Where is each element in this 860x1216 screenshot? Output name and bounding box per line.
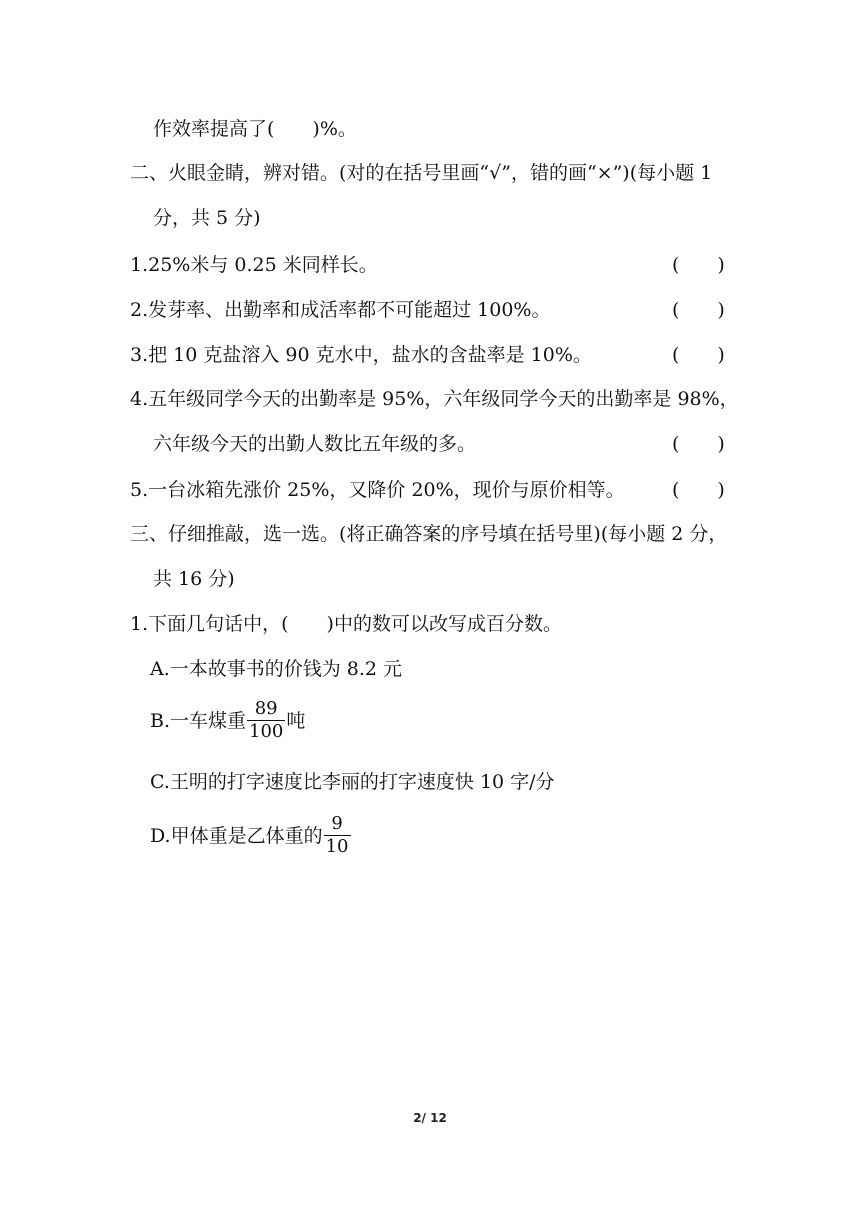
answer-bracket-1: ( ) (672, 254, 725, 276)
true-false-question-2: 2.发芽率、出勤率和成活率都不可能超过 100%。 (130, 299, 551, 321)
true-false-question-4-continued: 六年级今天的出勤人数比五年级的多。 (153, 433, 477, 455)
section-three-header-continued: 共 16 分) (153, 568, 235, 590)
answer-bracket-5: ( ) (672, 479, 725, 501)
answer-bracket-2: ( ) (672, 299, 725, 321)
fraction-89-over-100 (247, 698, 285, 743)
section-two-header: 二、火眼金睛，辨对错。(对的在括号里画“√”，错的画“×”)(每小题 1 (130, 162, 713, 184)
continued-question-text: 作效率提高了( )%。 (153, 118, 357, 140)
option-b-text: B.一车煤重 (150, 709, 247, 732)
option-b-unit: 吨 (286, 709, 306, 732)
true-false-question-1: 1.25%米与 0.25 米同样长。 (130, 254, 378, 276)
fraction-numerator: 89 (254, 698, 278, 719)
true-false-question-3: 3.把 10 克盐溶入 90 克水中，盐水的含盐率是 10%。 (130, 344, 592, 366)
option-b (150, 698, 305, 743)
option-c: C.王明的打字速度比李丽的打字速度快 10 字/分 (150, 771, 555, 793)
page-number: 2/ 12 (413, 1111, 447, 1125)
option-d (150, 813, 352, 858)
option-a: A.一本故事书的价钱为 8.2 元 (150, 658, 403, 680)
fraction-denominator: 100 (249, 721, 284, 742)
fraction-denominator: 10 (325, 836, 349, 857)
option-d-text: D.甲体重是乙体重的 (150, 824, 323, 847)
multiple-choice-question-1: 1.下面几句话中，( )中的数可以改写成百分数。 (130, 613, 562, 635)
answer-bracket-3: ( ) (672, 344, 725, 366)
section-two-header-continued: 分，共 5 分) (153, 207, 261, 229)
answer-bracket-4: ( ) (672, 433, 725, 455)
fraction-numerator: 9 (331, 813, 343, 834)
true-false-question-4: 4.五年级同学今天的出勤率是 95%，六年级同学今天的出勤率是 98%， (130, 388, 739, 410)
section-three-header: 三、仔细推敲，选一选。(将正确答案的序号填在括号里)(每小题 2 分， (130, 523, 728, 545)
fraction-9-over-10 (324, 813, 351, 858)
true-false-question-5: 5.一台冰箱先涨价 25%，又降价 20%，现价与原价相等。 (130, 479, 625, 501)
